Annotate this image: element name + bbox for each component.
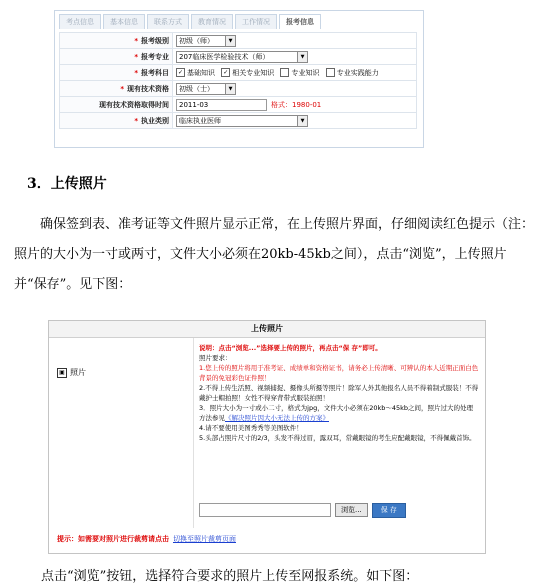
caption: 点击“浏览”按钮，选择符合要求的照片上传至网报系统。如下图：: [41, 569, 419, 584]
requirement-2: 2.不得上传生活照、视频捕捉、摄像头所摄等照片！除军人外其他报名人员不得着制式服装！不得戴护士帽拍照！女性不得穿背带式服装拍照！: [199, 384, 479, 402]
subjects-label: * 报考科目: [60, 65, 173, 81]
tab-exam-site[interactable]: 考点信息: [59, 14, 101, 29]
practice-category-select[interactable]: 临床执业医师 ▼: [176, 115, 308, 127]
browse-button[interactable]: 浏览...: [335, 503, 368, 517]
upload-title: 上传照片: [49, 321, 485, 338]
obtain-time-input[interactable]: 2011-03: [176, 99, 267, 111]
chevron-down-icon: ▼: [225, 84, 235, 94]
tab-work[interactable]: 工作情况: [235, 14, 277, 29]
subject-checkbox-3[interactable]: [326, 68, 335, 77]
major-select[interactable]: 207临床医学检验技术（师） ▼: [176, 51, 308, 63]
format-hint: 格式：1980-01: [271, 100, 322, 109]
upload-instructions: [199, 343, 479, 443]
instruction-paragraph: 确保签到表、准考证等文件照片显示正常，在上传照片界面，仔细阅读红色提示（注：照片的大小为一寸或两寸，文件大小必须在20kb-45kb之间），点击“浏览”，上传照片并“保存”。见下图：: [14, 217, 535, 292]
form-tabs: [59, 14, 321, 30]
section-heading: 3．上传照片: [27, 176, 107, 192]
chevron-down-icon: ▼: [297, 52, 307, 62]
subject-checkbox-2[interactable]: [280, 68, 289, 77]
file-path-input[interactable]: [199, 503, 331, 517]
crop-tip: 提示：如需要对照片进行裁剪请点击 切换至照片裁剪页面: [57, 535, 236, 543]
crop-page-link[interactable]: 切换至照片裁剪页面: [173, 535, 236, 543]
obtain-time-label: 现有技术资格取得时间: [60, 97, 173, 113]
practice-category-label: * 执业类别: [60, 113, 173, 129]
tab-education[interactable]: 教育情况: [191, 14, 233, 29]
tab-exam-info[interactable]: 报考信息: [279, 14, 321, 29]
chevron-down-icon: ▼: [297, 116, 307, 126]
exam-info-table: * 报考级别 初级（师） ▼ * 报考专业 207临床医学检验技术（师） ▼ * 报考科目 ✓ 基础知识 ✓ 相关专业知识 专业知识 专业实践能力 * 现有技术资格 初级（士） ▼ 现有技术资格取得时间 2011-03 格式：1980-01 * 执业类别 临床执业医师 ▼: [59, 32, 417, 129]
size-solution-link[interactable]: 《解决照片因大小无法上传的方案》: [225, 414, 329, 422]
photo-label: ▣ 照片: [57, 367, 86, 378]
file-row: [199, 503, 406, 517]
requirement-4: 4.请不要使用美图秀秀等美图软件！: [199, 424, 303, 432]
subject-checkbox-0[interactable]: ✓: [177, 69, 184, 76]
tab-basic-info[interactable]: 基本信息: [103, 14, 145, 29]
save-button[interactable]: 保 存: [372, 503, 406, 518]
subject-checkbox-1[interactable]: ✓: [223, 69, 229, 76]
photo-icon: ▣: [57, 368, 67, 378]
level-select[interactable]: 初级（师） ▼: [176, 35, 236, 47]
tab-contact[interactable]: 联系方式: [147, 14, 189, 29]
current-level-select[interactable]: 初级（士） ▼: [176, 83, 236, 95]
major-label: * 报考专业: [60, 49, 173, 65]
registration-form-screenshot: [54, 10, 424, 148]
requirements-title: 照片要求：: [199, 354, 232, 362]
divider: [193, 338, 194, 528]
requirement-1: 1.您上传的照片将用于准考证、成绩单和资格证书，请务必上传清晰、可辨认的本人近期正面白色背景的免冠彩色证件照！: [199, 364, 479, 382]
current-level-label: * 现有技术资格: [60, 81, 173, 97]
requirement-5: 5.头部占照片尺寸的2/3，头发不得过眉，露双耳，常戴眼镜的考生应配戴眼镜，不得佩戴首饰。: [199, 434, 476, 442]
photo-upload-screenshot: [48, 320, 486, 554]
chevron-down-icon: ▼: [225, 36, 235, 46]
upload-note: 说明：点击“浏览...”选择要上传的照片，再点击“保 存”即可。: [199, 344, 382, 352]
requirement-3: 3．照片大小为一寸或小二寸，格式为jpg，文件大小必须在20kb～45kb之间，照片过大的处理方法参见《解决照片因大小无法上传的方案》: [199, 404, 474, 422]
level-label: * 报考级别: [60, 33, 173, 49]
